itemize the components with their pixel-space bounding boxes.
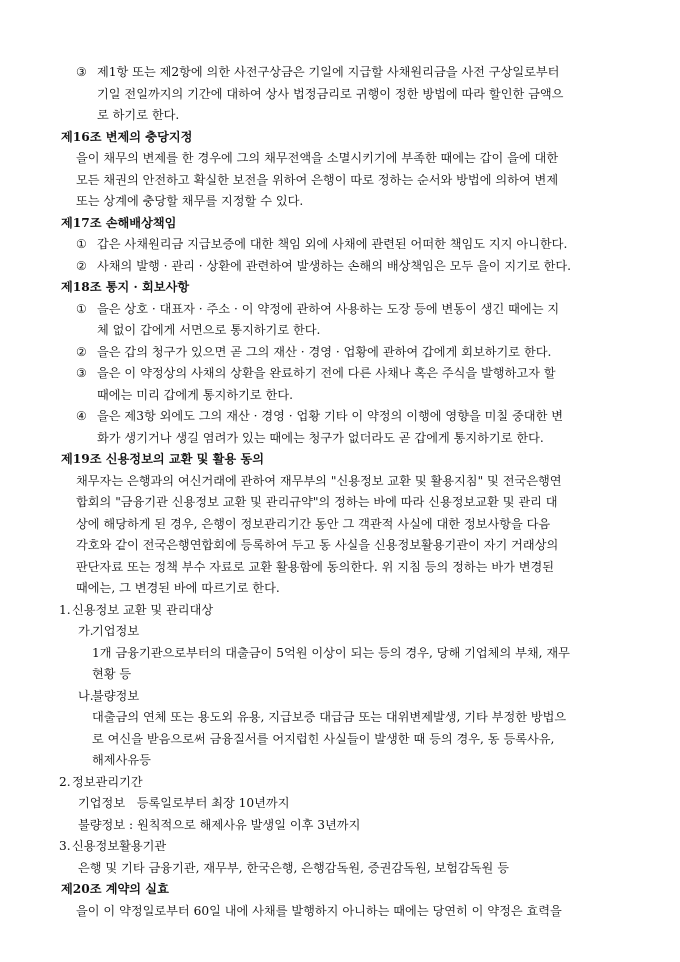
body-line: 대출금의 연체 또는 용도외 유용, 지급보증 대급금 또는 대위변제발생, 기타 부정한 방법으 — [92, 710, 567, 724]
body-line: 모든 채권의 안전하고 확실한 보전을 위하여 은행이 따로 정하는 순서와 방법에 의하여 변제 — [76, 172, 559, 187]
body-line: 1개 금융기관으로부터의 대출금이 5억원 이상이 되는 등의 경우, 당해 기업체의 부채, 재무 — [92, 645, 570, 660]
item-line: 을은 제3항 외에도 그의 재산 · 경영 · 업황 기타 이 약정의 이행에 영향을 미칠 중대한 변 — [97, 409, 563, 423]
item-line: 제1항 또는 제2항에 의한 사전구상금은 기일에 지급할 사채원리금을 사전 구상일로부터 — [97, 65, 560, 79]
body-line: 각호와 같이 전국은행연합회에 등록하여 두고 동 사실을 신용정보활용기관이 자기 거래상의 — [76, 538, 559, 552]
article19-section1-b — [0, 686, 680, 708]
article19-section2-body — [0, 793, 680, 836]
article19-body — [0, 471, 680, 600]
body-line: 해제사유등 — [92, 753, 151, 767]
body-line: 을이 채무의 변제를 한 경우에 그의 채무전액을 소멸시키기에 부족한 때에는 갑이 을에 대한 — [76, 151, 559, 165]
section-marker: 3. — [59, 839, 71, 853]
body-line: 또는 상계에 충당할 채무를 지정할 수 있다. — [76, 194, 304, 208]
article19-section1-a-body — [0, 643, 680, 686]
body-line: 불량정보 : 원칙적으로 해제사유 발생일 이후 3년까지 — [78, 817, 361, 832]
article17-item1 — [0, 234, 680, 256]
item-line: 로 하기로 한다. — [97, 108, 180, 122]
item-marker: ① — [76, 237, 87, 251]
article19-section3 — [0, 836, 680, 858]
article18-item3 — [0, 363, 680, 406]
body-line: 은행 및 기타 금융기관, 재무부, 한국은행, 은행감독원, 증권감독원, 보험감독원 등 — [78, 860, 509, 875]
subsection-marker: 나. — [78, 688, 94, 703]
article16-title: 제16조 변제의 충당지정 — [61, 129, 193, 144]
article17-title: 제17조 손해배상책임 — [61, 215, 177, 230]
article19-section1-a — [0, 621, 680, 643]
item-line: 을은 상호 · 대표자 · 주소 · 이 약정에 관하여 사용하는 도장 등에 변동이 생긴 때에는 지 — [97, 301, 560, 316]
section-title: 신용정보활용기관 — [72, 839, 167, 853]
section-marker: 1. — [59, 602, 71, 617]
item-line: 사채의 발행 · 관리 · 상환에 관련하여 발생하는 손해의 배상책임은 모두 을이 지기로 한다. — [97, 258, 572, 273]
item-line: 갑은 사채원리금 지급보증에 대한 책임 외에 사채에 관련된 어떠한 책임도 지지 아니한다. — [97, 237, 568, 251]
item-marker: ② — [76, 344, 87, 359]
article18-item2 — [0, 342, 680, 364]
article20-title: 제20조 계약의 실효 — [61, 882, 169, 896]
body-line: 을이 이 약정일로부터 60일 내에 사채를 발행하지 아니하는 때에는 당연히 이 약정은 효력을 — [76, 903, 562, 918]
subsection-title: 불량정보 — [92, 688, 140, 703]
section-title: 정보관리기간 — [72, 774, 143, 789]
body-line: 때에는, 그 변경된 바에 따르기로 한다. — [76, 581, 280, 595]
article19-section1-b-body — [0, 707, 680, 772]
body-line: 기업정보 등록일로부터 최장 10년까지 — [78, 796, 290, 810]
body-line: 상에 해당하게 된 경우, 은행이 정보관리기간 동안 그 객관적 사실에 대한 정보사항을 다음 — [76, 516, 551, 531]
document-page — [0, 62, 680, 922]
article19-title: 제19조 신용정보의 교환 및 활용 동의 — [61, 452, 264, 466]
body-line: 합회의 "금융기관 신용정보 교환 및 관리규약"의 정하는 바에 따라 신용정보교환 및 관리 대 — [76, 495, 558, 509]
article17-item2 — [0, 256, 680, 278]
body-line: 채무자는 은행과의 여신거래에 관하여 재무부의 "신용정보 교환 및 활용지침" 및 전국은행연 — [76, 473, 562, 488]
body-line: 로 여신을 받음으로써 금융질서를 어지럽힌 사실들이 발생한 때 등의 경우, 동 등록사유, — [92, 731, 555, 746]
body-line: 판단자료 또는 정책 부수 자료로 교환 활용함에 동의한다. 위 지침 등의 정하는 바가 변경된 — [76, 559, 555, 574]
subsection-marker: 가. — [78, 624, 94, 638]
item-marker: ③ — [76, 366, 87, 380]
subsection-title: 기업정보 — [92, 624, 140, 638]
item-line: 때에는 미리 갑에게 통지하기로 한다. — [97, 387, 293, 402]
section-title: 신용정보 교환 및 관리대상 — [72, 602, 214, 617]
item-line: 을은 이 약정상의 사채의 상환을 완료하기 전에 다른 사채나 혹은 주식을 발행하고자 할 — [97, 366, 556, 380]
article20-body — [0, 901, 680, 923]
section-marker: 2. — [59, 774, 71, 789]
body-line: 현황 등 — [92, 667, 132, 681]
item-line: 체 없이 갑에게 서면으로 통지하기로 한다. — [97, 323, 321, 337]
article16-body — [0, 148, 680, 213]
item-line: 기일 전일까지의 기간에 대하여 상사 법정금리로 귀행이 정한 방법에 따라 할인한 금액으 — [97, 86, 564, 101]
article18-item4 — [0, 406, 680, 449]
item-marker: ② — [76, 258, 87, 273]
article19-section1 — [0, 600, 680, 622]
article15-item3 — [0, 62, 680, 127]
article19-section3-body — [0, 858, 680, 880]
article19-section2 — [0, 772, 680, 794]
article18-item1 — [0, 299, 680, 342]
item-line: 화가 생기거나 생길 염려가 있는 때에는 청구가 없더라도 곧 갑에게 통지하기로 한다. — [97, 430, 544, 445]
item-marker: ④ — [76, 409, 87, 423]
item-marker: ③ — [76, 65, 87, 79]
article18-title: 제18조 통지 · 회보사항 — [61, 280, 190, 294]
item-line: 을은 갑의 청구가 있으면 곧 그의 재산 · 경영 · 업황에 관하여 갑에게 회보하기로 한다. — [97, 344, 552, 359]
item-marker: ① — [76, 301, 87, 316]
